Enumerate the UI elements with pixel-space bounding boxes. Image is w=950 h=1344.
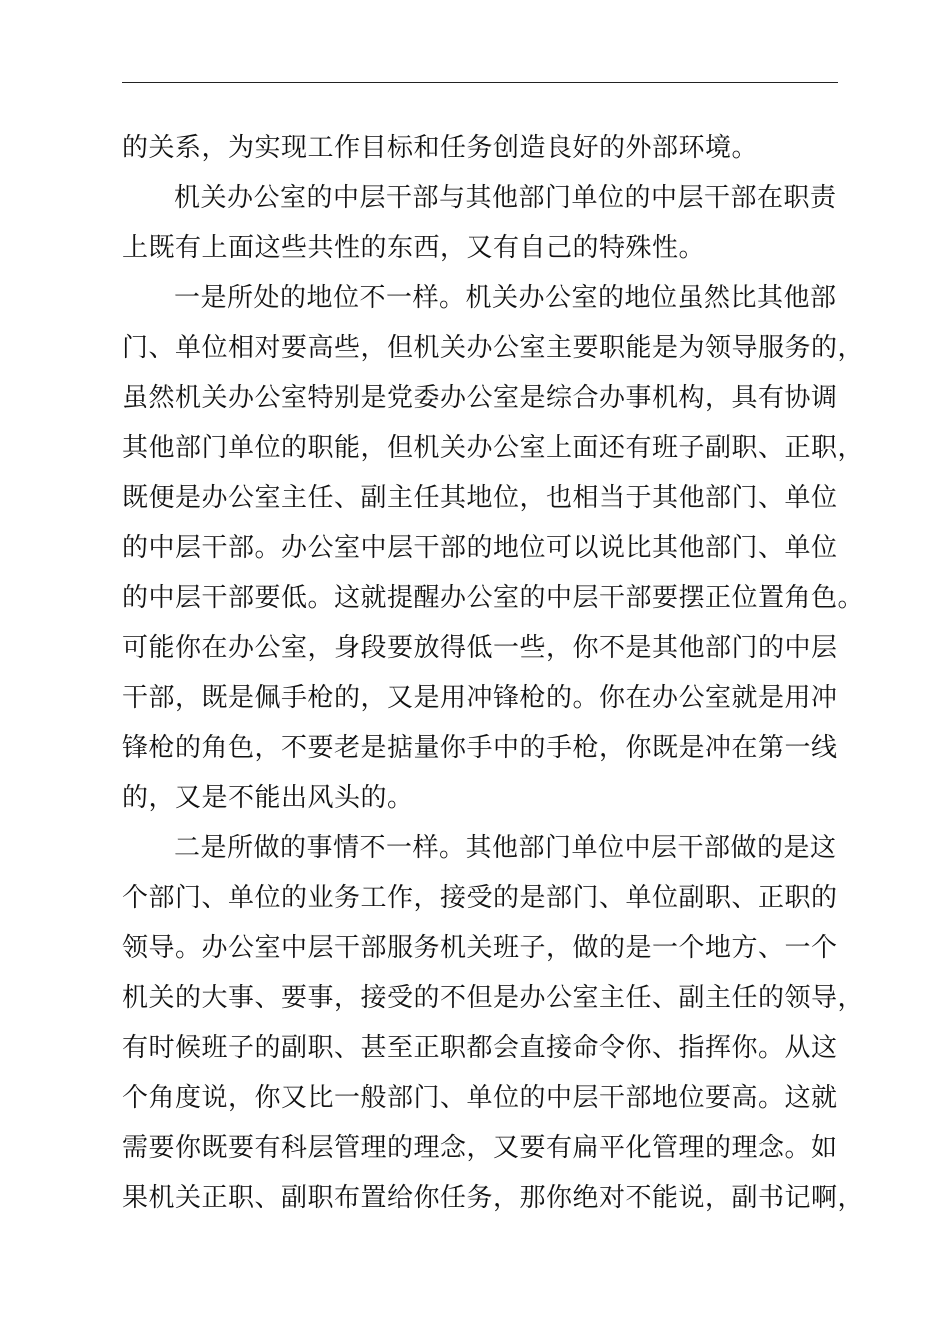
- text-line: 的关系，为实现工作目标和任务创造良好的外部环境。: [122, 133, 759, 163]
- text-line: 上既有上面这些共性的东西，又有自己的特殊性。: [122, 233, 706, 263]
- text-line: 需要你既要有科层管理的理念，又要有扁平化管理的理念。如: [122, 1133, 838, 1163]
- text-line: 可能你在办公室，身段要放得低一些，你不是其他部门的中层: [122, 633, 838, 663]
- text-line: 门、单位相对要高些，但机关办公室主要职能是为领导服务的，: [122, 333, 865, 363]
- text-line: 的中层干部。办公室中层干部的地位可以说比其他部门、单位: [122, 533, 838, 563]
- text-line: 有时候班子的副职、甚至正职都会直接命令你、指挥你。从这: [122, 1033, 838, 1063]
- text-line: 锋枪的角色，不要老是掂量你手中的手枪，你既是冲在第一线: [122, 733, 838, 763]
- text-line: 个角度说，你又比一般部门、单位的中层干部地位要高。这就: [122, 1083, 838, 1113]
- paragraph-start-line: 一是所处的地位不一样。机关办公室的地位虽然比其他部: [174, 283, 837, 313]
- text-line: 既便是办公室主任、副主任其地位，也相当于其他部门、单位: [122, 483, 838, 513]
- document-body: [122, 123, 865, 1223]
- text-line: 个部门、单位的业务工作，接受的是部门、单位副职、正职的: [122, 883, 838, 913]
- paragraph-start-line: 二是所做的事情不一样。其他部门单位中层干部做的是这: [174, 833, 837, 863]
- text-line: 虽然机关办公室特别是党委办公室是综合办事机构，具有协调: [122, 383, 838, 413]
- text-line: 其他部门单位的职能，但机关办公室上面还有班子副职、正职，: [122, 433, 865, 463]
- text-line: 干部，既是佩手枪的，又是用冲锋枪的。你在办公室就是用冲: [122, 683, 838, 713]
- header-rule: [122, 82, 838, 83]
- text-line: 果机关正职、副职布置给你任务，那你绝对不能说，副书记啊，: [122, 1183, 865, 1213]
- paragraph-start-line: 机关办公室的中层干部与其他部门单位的中层干部在职责: [174, 183, 837, 213]
- text-line: 的，又是不能出风头的。: [122, 783, 414, 813]
- text-line: 机关的大事、要事，接受的不但是办公室主任、副主任的领导，: [122, 983, 865, 1013]
- text-line: 领导。办公室中层干部服务机关班子，做的是一个地方、一个: [122, 933, 838, 963]
- text-line: 的中层干部要低。这就提醒办公室的中层干部要摆正位置角色。: [122, 583, 865, 613]
